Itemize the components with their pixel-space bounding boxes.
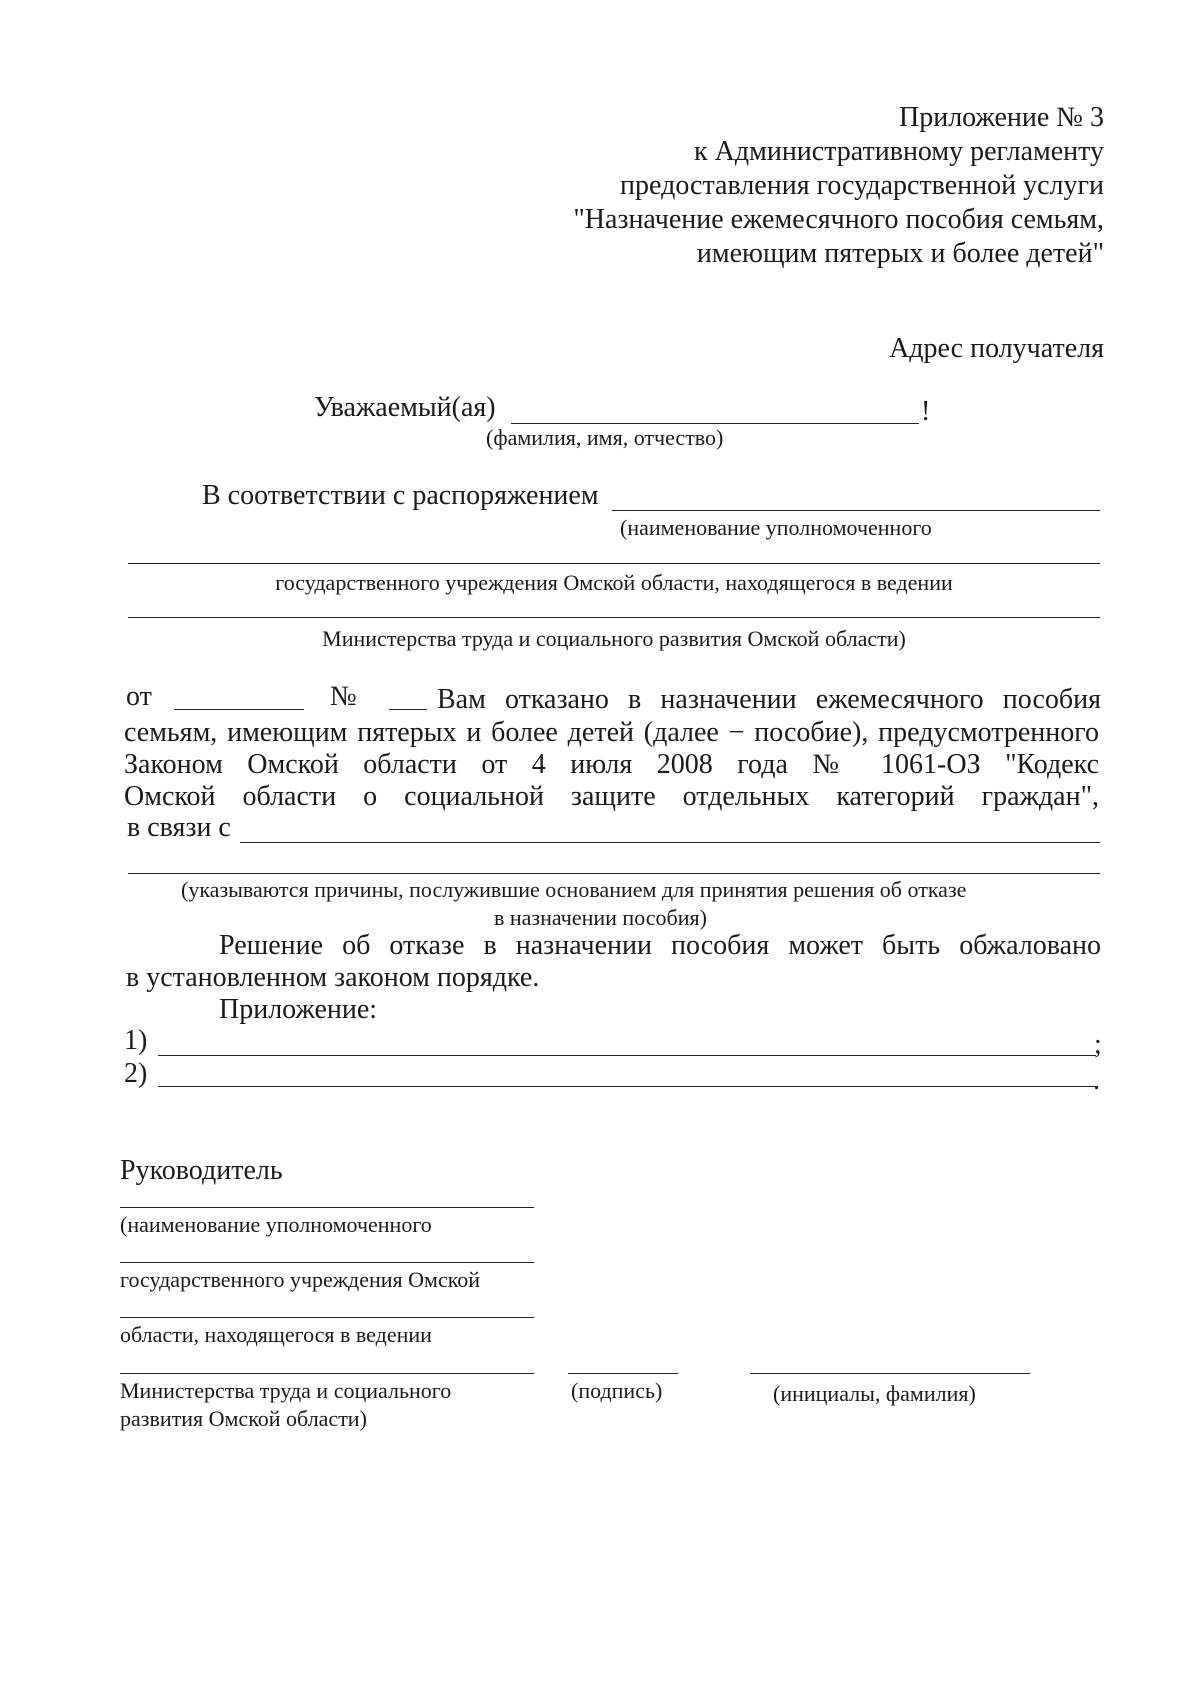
order-field-line-2[interactable]: [128, 563, 1100, 564]
signature-head: Руководитель: [120, 1155, 283, 1186]
signature-name-hint: (инициалы, фамилия): [773, 1381, 976, 1406]
number-field-line[interactable]: [389, 709, 427, 710]
header-line-3: предоставления государственной услуги: [620, 170, 1104, 201]
name-field-hint: (фамилия, имя, отчество): [486, 425, 724, 450]
attachment-item-2-number: 2): [124, 1058, 148, 1089]
order-field-line-3[interactable]: [128, 617, 1100, 618]
signature-org-line-3[interactable]: [120, 1317, 534, 1318]
from-label: от: [126, 681, 152, 712]
reason-field-line-2[interactable]: [128, 873, 1100, 874]
body-line-4: Омской области о социальной защите отдельных категорий граждан",: [124, 781, 1099, 812]
appeal-line-2: в установленном законом порядке.: [126, 962, 540, 993]
signature-name-line[interactable]: [750, 1373, 1030, 1374]
date-field-line[interactable]: [174, 709, 304, 710]
recipient-address: Адрес получателя: [889, 333, 1104, 364]
reason-hint-2: в назначении пособия): [494, 905, 707, 930]
header-line-1: Приложение № 3: [899, 102, 1104, 133]
order-hint-1: (наименование уполномоченного: [620, 515, 932, 540]
header-line-4: "Назначение ежемесячного пособия семьям,: [573, 204, 1104, 235]
order-hint-2: государственного учреждения Омской области, находящегося в ведении: [275, 570, 953, 595]
reason-hint-1: (указываются причины, послужившие основанием для принятия решения об отказе: [181, 877, 967, 902]
signature-org-line-4[interactable]: [120, 1373, 534, 1374]
reason-field-line-1[interactable]: [240, 842, 1100, 843]
signature-org-hint-5: развития Омской области): [120, 1406, 367, 1431]
signature-org-line-2[interactable]: [120, 1262, 534, 1263]
order-field-line-1[interactable]: [612, 510, 1100, 511]
header-line-2: к Административному регламенту: [694, 136, 1104, 167]
body-line-1: Вам отказано в назначении ежемесячного пособия: [437, 684, 1101, 715]
order-intro: В соответствии с распоряжением: [202, 480, 599, 511]
attachment-item-1-number: 1): [124, 1025, 148, 1056]
greeting-exclamation: !: [921, 396, 931, 427]
body-line-3: Законом Омской области от 4 июля 2008 года № 1061-ОЗ "Кодекс: [124, 749, 1099, 780]
greeting-label: Уважаемый(ая): [314, 392, 496, 423]
signature-org-hint-2: государственного учреждения Омской: [120, 1267, 481, 1292]
attachment-item-1-end: ;: [1094, 1029, 1102, 1060]
signature-sign-line[interactable]: [568, 1373, 678, 1374]
header-line-5: имеющим пятерых и более детей": [696, 238, 1104, 269]
attachment-label: Приложение:: [219, 994, 378, 1025]
number-sign: №: [330, 681, 357, 712]
attachment-item-1-field[interactable]: [158, 1055, 1096, 1056]
body-line-2: семьям, имеющим пятерых и более детей (далее − пособие), предусмотренного: [124, 717, 1099, 748]
signature-org-hint-4: Министерства труда и социального: [120, 1378, 452, 1403]
signature-sign-hint: (подпись): [571, 1378, 663, 1403]
signature-org-hint-3: области, находящегося в ведении: [120, 1322, 432, 1347]
signature-org-line-1[interactable]: [120, 1207, 534, 1208]
signature-org-hint-1: (наименование уполномоченного: [120, 1212, 432, 1237]
attachment-item-2-end: .: [1093, 1065, 1100, 1096]
attachment-item-2-field[interactable]: [158, 1086, 1096, 1087]
order-hint-3: Министерства труда и социального развития Омской области): [322, 626, 906, 651]
body-line-5: в связи с: [127, 812, 231, 843]
appeal-line-1: Решение об отказе в назначении пособия может быть обжаловано: [219, 930, 1101, 961]
